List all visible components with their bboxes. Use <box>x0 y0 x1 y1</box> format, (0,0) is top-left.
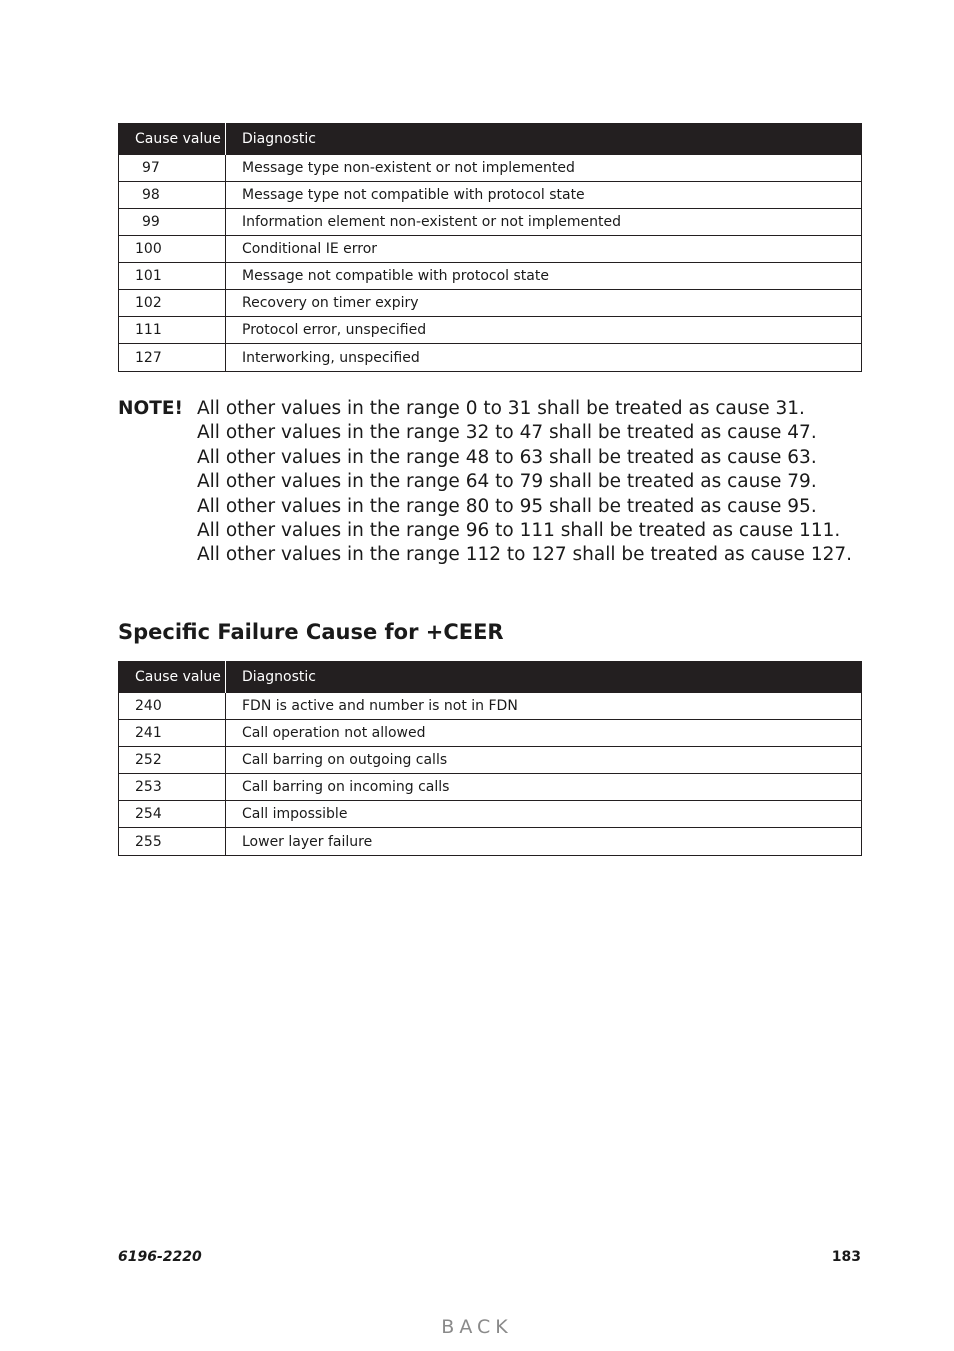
diagnostic-cell: Information element non-existent or not implemented <box>226 209 862 236</box>
diagnostic-cell: Message type non-existent or not implemented <box>226 155 862 182</box>
document-number: 6196-2220 <box>118 1249 202 1265</box>
section-heading: Specific Failure Cause for +CEER <box>118 620 504 644</box>
diagnostic-cell: Call operation not allowed <box>226 720 862 747</box>
page-number: 183 <box>831 1249 861 1265</box>
table-row <box>119 182 862 209</box>
table-row <box>119 317 862 344</box>
table-row <box>119 774 862 801</box>
column-header-diagnostic: Diagnostic <box>226 123 862 155</box>
cause-table-general <box>118 123 862 372</box>
note-label: NOTE! <box>118 398 183 419</box>
table-row <box>119 828 862 856</box>
table-row <box>119 155 862 182</box>
cause-value-cell: 102 <box>119 290 226 317</box>
cause-value-cell: 252 <box>119 747 226 774</box>
cause-value-cell: 111 <box>119 317 226 344</box>
cause-table-ceer <box>118 661 862 856</box>
cause-value-cell: 127 <box>119 344 226 372</box>
table-header-row <box>119 123 862 155</box>
column-header-cause-value: Cause value <box>119 661 226 693</box>
cause-value-cell: 98 <box>119 182 226 209</box>
cause-value-cell: 255 <box>119 828 226 856</box>
table-row <box>119 693 862 720</box>
note-line: All other values in the range 112 to 127 shall be treated as cause 127. <box>197 544 853 566</box>
diagnostic-cell: Lower layer failure <box>226 828 862 856</box>
diagnostic-cell: Message type not compatible with protocol state <box>226 182 862 209</box>
diagnostic-cell: Call impossible <box>226 801 862 828</box>
back-link[interactable]: BACK <box>441 1316 513 1338</box>
table-row <box>119 801 862 828</box>
table-row <box>119 263 862 290</box>
column-header-diagnostic: Diagnostic <box>226 661 862 693</box>
table-row <box>119 236 862 263</box>
table-row <box>119 290 862 317</box>
cause-value-cell: 253 <box>119 774 226 801</box>
cause-value-cell: 241 <box>119 720 226 747</box>
cause-value-cell: 100 <box>119 236 226 263</box>
note-line: All other values in the range 80 to 95 shall be treated as cause 95. <box>197 495 817 517</box>
note-line: All other values in the range 0 to 31 shall be treated as cause 31. <box>197 398 805 419</box>
cause-value-cell: 99 <box>119 209 226 236</box>
cause-value-cell: 240 <box>119 693 226 720</box>
diagnostic-cell: Interworking, unspecified <box>226 344 862 372</box>
note-line: All other values in the range 64 to 79 shall be treated as cause 79. <box>197 471 817 493</box>
table-row <box>119 209 862 236</box>
diagnostic-cell: Call barring on incoming calls <box>226 774 862 801</box>
note-line: All other values in the range 48 to 63 shall be treated as cause 63. <box>197 446 817 468</box>
cause-value-cell: 101 <box>119 263 226 290</box>
table-row <box>119 344 862 372</box>
table-header-row <box>119 661 862 693</box>
diagnostic-cell: Message not compatible with protocol state <box>226 263 862 290</box>
diagnostic-cell: Call barring on outgoing calls <box>226 747 862 774</box>
table-row <box>119 747 862 774</box>
note-lines <box>197 397 852 568</box>
diagnostic-cell: Conditional IE error <box>226 236 862 263</box>
table-row <box>119 720 862 747</box>
note-line: All other values in the range 32 to 47 shall be treated as cause 47. <box>197 422 817 444</box>
diagnostic-cell: Recovery on timer expiry <box>226 290 862 317</box>
column-header-cause-value: Cause value <box>119 123 226 155</box>
cause-value-cell: 254 <box>119 801 226 828</box>
diagnostic-cell: FDN is active and number is not in FDN <box>226 693 862 720</box>
cause-value-cell: 97 <box>119 155 226 182</box>
diagnostic-cell: Protocol error, unspecified <box>226 317 862 344</box>
note-line: All other values in the range 96 to 111 shall be treated as cause 111. <box>197 519 841 541</box>
